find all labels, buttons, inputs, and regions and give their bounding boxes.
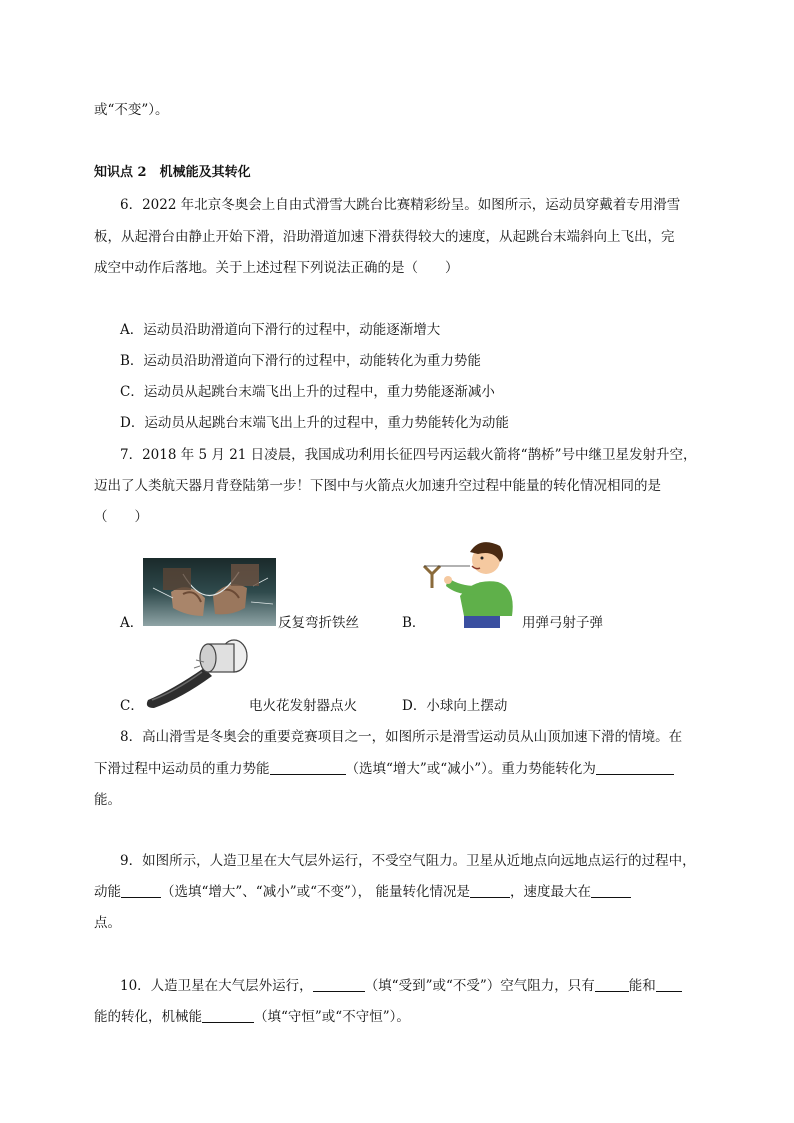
section-title: 知识点 2 机械能及其转化 xyxy=(94,165,251,180)
q8-line-2 xyxy=(94,760,674,778)
q10-text-c: 能和 xyxy=(628,978,656,994)
q8-blank-1[interactable] xyxy=(270,760,346,775)
q10-text-a: 10．人造卫星在大气层外运行， xyxy=(120,978,313,994)
q9-line-3: 点。 xyxy=(94,915,121,931)
q7-line-3: （ ） xyxy=(94,509,148,525)
q7-option-b-text: 用弹弓射子弹 xyxy=(522,615,603,631)
q10-line-2 xyxy=(94,1008,410,1026)
continuation-text: 或“不变”）。 xyxy=(94,102,169,118)
q8-line-1: 8．高山滑雪是冬奥会的重要竞赛项目之一，如图所示是滑雪运动员从山顶加速下滑的情境。在 xyxy=(120,729,683,745)
q7-option-c-text: 电火花发射器点火 xyxy=(249,698,357,714)
q7-line-2: 迈出了人类航天器月背登陆第一步！下图中与火箭点火加速升空过程中能量的转化情况相同的是 xyxy=(94,478,661,494)
q6-option-a: A．运动员沿助滑道向下滑行的过程中，动能逐渐增大 xyxy=(120,322,441,338)
q10-blank-4[interactable] xyxy=(202,1008,254,1023)
q9-blank-3[interactable] xyxy=(591,883,631,898)
q9-text-d: ，速度最大在 xyxy=(509,884,591,900)
q10-text-b: （填“受到”或“不受”）空气阻力，只有 xyxy=(364,978,595,994)
spark-igniter-drawing xyxy=(142,638,252,710)
q7-option-b-letter: B． xyxy=(402,615,426,631)
q6-option-c: C．运动员从起跳台末端飞出上升的过程中，重力势能逐渐减小 xyxy=(120,384,495,400)
q10-blank-2[interactable] xyxy=(595,977,629,992)
q10-text-e: （填“守恒”或“不守恒”）。 xyxy=(254,1009,410,1025)
q10-text-d: 能的转化，机械能 xyxy=(94,1009,202,1025)
slingshot-boy-cartoon xyxy=(420,536,520,628)
q7-option-d: D．小球向上摆动 xyxy=(402,698,508,714)
q8-text-a: 下滑过程中运动员的重力势能 xyxy=(94,761,270,777)
q9-line-2 xyxy=(94,883,631,901)
q6-option-d: D．运动员从起跳台末端飞出上升的过程中，重力势能转化为动能 xyxy=(120,415,509,431)
q9-text-a: 动能 xyxy=(94,884,121,900)
q9-line-1: 9．如图所示，人造卫星在大气层外运行，不受空气阻力。卫星从近地点向远地点运行的过程中， xyxy=(120,853,696,869)
q6-line-1: 6．2022 年北京冬奥会上自由式滑雪大跳台比赛精彩纷呈。如图所示，运动员穿戴着专用滑雪 xyxy=(120,197,681,213)
q7-option-a-letter: A． xyxy=(120,615,144,631)
q10-blank-1[interactable] xyxy=(313,977,365,992)
q8-text-b: （选填“增大”或“减小”）。重力势能转化为 xyxy=(345,761,596,777)
q8-blank-2[interactable] xyxy=(596,760,674,775)
q6-option-b: B．运动员沿助滑道向下滑行的过程中，动能转化为重力势能 xyxy=(120,353,481,369)
q7-line-1: 7．2018 年 5 月 21 日凌晨，我国成功利用长征四号丙运载火箭将“鹊桥”号中继卫星发射升空， xyxy=(120,447,697,463)
q6-line-3: 成空中动作后落地。关于上述过程下列说法正确的是（ ） xyxy=(94,260,459,276)
q6-line-2: 板，从起滑台由静止开始下滑，沿助滑道加速下滑获得较大的速度，从起跳台末端斜向上飞出，完 xyxy=(94,229,675,245)
q7-option-c-letter: C． xyxy=(120,698,144,714)
bending-wire-photo xyxy=(143,558,276,626)
q9-text-b: （选填“增大”、“减小”或“不变”）， xyxy=(161,884,372,900)
q9-text-c: 能量转化情况是 xyxy=(375,884,470,900)
q7-option-a-text: 反复弯折铁丝 xyxy=(278,615,359,631)
q9-blank-2[interactable] xyxy=(470,883,510,898)
q8-line-3: 能。 xyxy=(94,792,121,808)
q10-line-1 xyxy=(120,977,682,995)
q10-blank-3[interactable] xyxy=(656,977,682,992)
q9-blank-1[interactable] xyxy=(121,883,161,898)
